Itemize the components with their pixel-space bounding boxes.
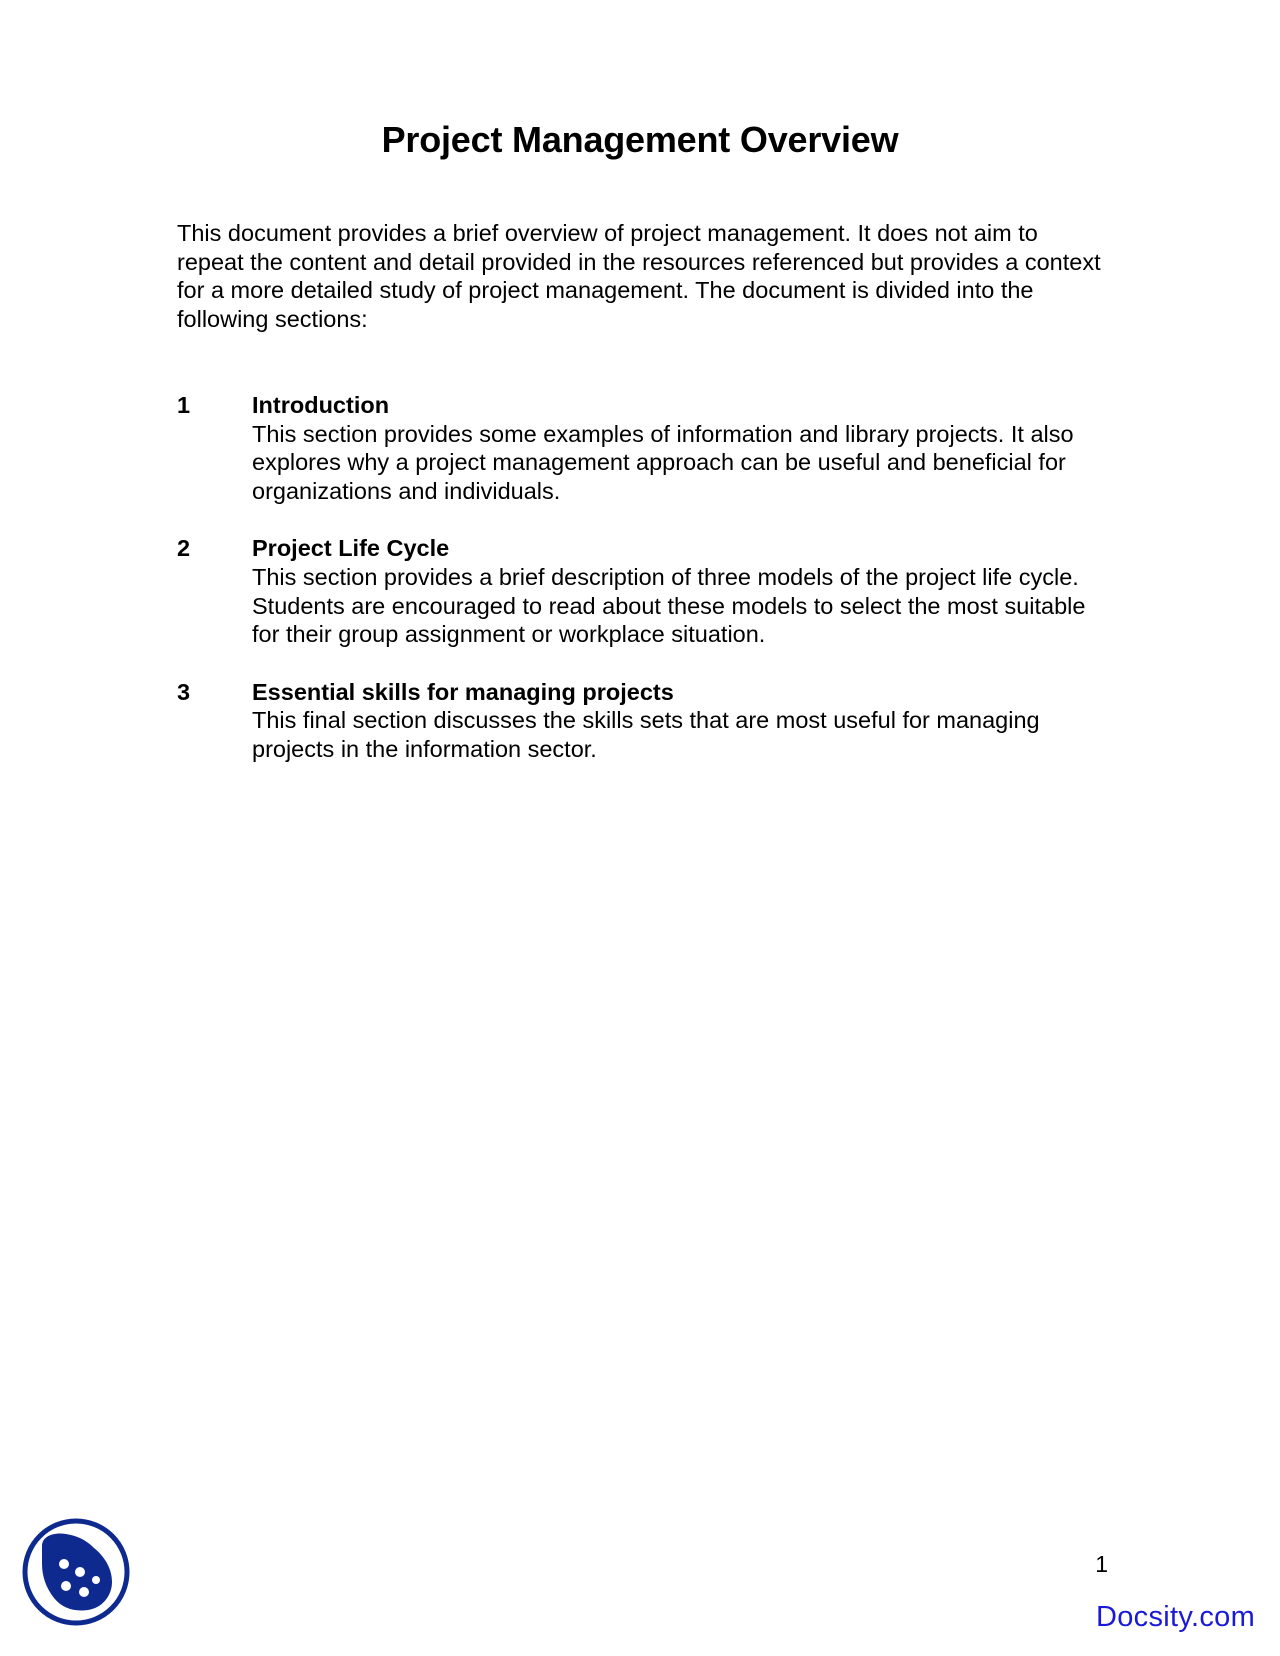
docsity-logo-icon[interactable] <box>20 1516 132 1628</box>
section-item <box>177 391 1117 505</box>
section-body <box>252 534 1117 648</box>
section-description: This section provides a brief description of three models of the project life cycle. Students are encouraged to read about these models to select the most suitable for their group assignment or workplace situation. <box>252 563 1086 648</box>
intro-paragraph: This document provides a brief overview of project management. It does not aim to repeat the content and detail provided in the resources referenced but provides a context for a more detailed study of project management. The document is divided into the following sections: <box>177 220 1101 332</box>
section-number: 1 <box>177 392 191 418</box>
section-description: This section provides some examples of information and library projects. It also explores why a project management approach can be useful and beneficial for organizations and individuals. <box>252 420 1074 504</box>
section-body <box>252 391 1117 505</box>
section-heading: Essential skills for managing projects <box>252 678 674 705</box>
section-list <box>177 391 1117 793</box>
section-heading: Project Life Cycle <box>252 535 450 562</box>
section-item <box>177 534 1117 648</box>
section-body <box>252 678 1117 764</box>
section-number: 2 <box>177 535 191 562</box>
section-item <box>177 678 1117 764</box>
page-number: 1 <box>1095 1551 1108 1577</box>
section-heading: Introduction <box>252 392 390 418</box>
section-number: 3 <box>177 678 191 705</box>
document-title: Project Management Overview <box>381 119 899 160</box>
section-description: This final section discusses the skills sets that are most useful for managing projects in the information sector. <box>252 707 1040 762</box>
docsity-brand-link[interactable]: Docsity.com <box>1096 1601 1256 1633</box>
